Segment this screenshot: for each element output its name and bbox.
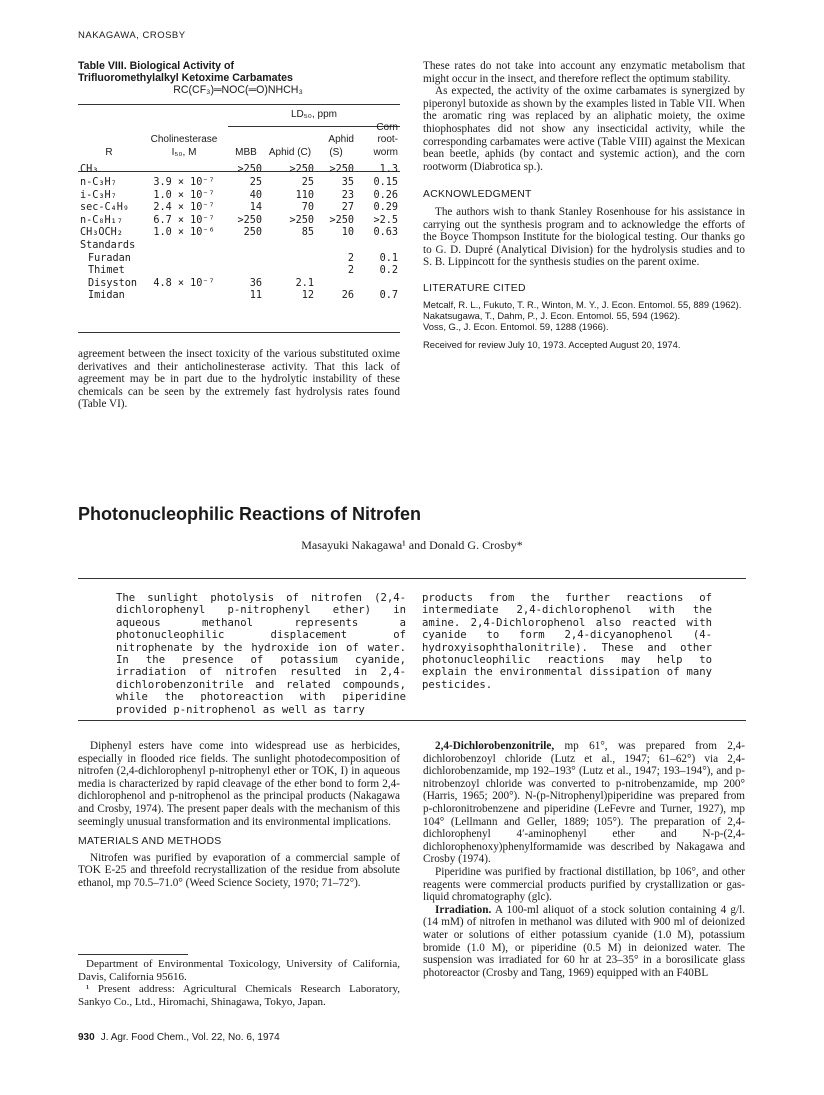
cell-chol: 6.7 × 10⁻⁷ [153, 214, 215, 226]
table-bottom-rule [78, 332, 400, 333]
cell-chol [140, 290, 228, 303]
abstract-left [116, 592, 406, 716]
cell-r: CH₃ [80, 164, 99, 176]
table-row [78, 227, 400, 240]
abstract-right-text: products from the further reactions of intermediate 2,4-dichlorophenol with the amine. 2,4-Dichlorophenol also reacted with cyanide to form 2,4-dicyanophenol (4-hydroxyisophthalonitrile). These and other photonucleophilic reactions may help to explain the environmental dissipation of many pesticides. [422, 592, 712, 691]
cell-aphid-c: 2.1 [295, 277, 314, 289]
article-authors: Masayuki Nakagawa¹ and Donald G. Crosby* [301, 538, 523, 552]
cell-mbb: >250 [237, 214, 262, 226]
biological-activity-table [78, 109, 400, 303]
reference-list [423, 299, 745, 350]
received-note: Received for review July 10, 1973. Accepted August 20, 1974. [423, 338, 681, 350]
aphid-c-header: Aphid (C) [268, 146, 312, 158]
cell-aphid-s: 2 [347, 265, 354, 277]
table-row [78, 177, 400, 190]
cell-aphid-c: >250 [289, 214, 314, 226]
cell-r: i-C₃H₇ [80, 189, 117, 201]
table-title-line1: Table VIII. Biological Activity of [78, 60, 234, 72]
mbb-header: MBB [235, 146, 257, 158]
abstract-left-text: The sunlight photolysis of nitrofen (2,4-dichlorophenyl p-nitrophenyl ether) in aqueous methanol represents a photonucleophilic displacement of nitrophenate by the hydroxide ion of water. In the presence of potassium cyanide, irradiation of nitrofen resulted in 2,4-dichlorobenzonitrile and related compounds, while the photoreaction with piperidine provided p-nitrophenol as well as tarry [116, 592, 406, 716]
cell-corn: 0.1 [379, 252, 398, 264]
cell-mbb: >250 [237, 164, 262, 176]
cell-aphid-c [264, 265, 316, 278]
cell-mbb: 40 [249, 189, 262, 201]
cell-aphid-s: 23 [341, 189, 354, 201]
aphid-s-header-bottom: (S) [329, 146, 343, 158]
body-right-para1 [423, 740, 745, 866]
cell-chol [140, 265, 228, 278]
cell-r: Standards [80, 239, 136, 251]
cell-aphid-c: 70 [301, 202, 314, 214]
cell-mbb [228, 265, 264, 278]
cell-mbb: 250 [243, 227, 262, 239]
cell-aphid-c: 85 [301, 227, 314, 239]
page-number: 930 [78, 1032, 95, 1043]
cell-corn: 0.29 [373, 202, 398, 214]
cell-r: Imidan [88, 290, 125, 302]
table-title [78, 60, 398, 84]
cell-chol [140, 164, 228, 177]
cell-aphid-s: >250 [329, 164, 354, 176]
corn-header-bottom: worm [373, 146, 398, 158]
cell-mbb: 14 [249, 202, 262, 214]
table-row [78, 265, 400, 278]
cell-aphid-c: 110 [295, 189, 314, 201]
running-head: NAKAGAWA, CROSBY [78, 30, 186, 41]
cell-r: Thimet [88, 265, 125, 277]
cell-r: CH₃OCH₂ [80, 227, 123, 239]
cell-chol: 1.0 × 10⁻⁷ [153, 189, 215, 201]
article-title: Photonucleophilic Reactions of Nitrofen [78, 504, 422, 524]
table-title-line2: Trifluoromethylalkyl Ketoxime Carbamates [78, 72, 293, 84]
ack-heading: ACKNOWLEDGMENT [423, 189, 532, 201]
cell-aphid-s: >250 [329, 214, 354, 226]
body-right-para3 [423, 904, 745, 980]
table-row [78, 190, 400, 203]
cell-mbb: 11 [249, 290, 262, 302]
table-row [78, 278, 400, 291]
cell-mbb: 25 [249, 176, 262, 188]
cell-corn: 0.15 [373, 176, 398, 188]
cell-aphid-c [264, 253, 316, 266]
footnotes [78, 958, 400, 1008]
irradiation-heading: Irradiation. [435, 903, 492, 916]
corn-header-top: Corn [376, 121, 398, 133]
cell-chol: 3.9 × 10⁻⁷ [153, 176, 215, 188]
cell-aphid-s: 10 [341, 227, 354, 239]
dcbn-heading: 2,4-Dichlorobenzonitrile, [435, 740, 555, 752]
cell-aphid-s [316, 240, 356, 253]
cell-corn [356, 278, 400, 291]
cell-chol: 4.8 × 10⁻⁷ [153, 277, 215, 289]
ack-text: The authors wish to thank Stanley Rosenhouse for his assistance in carrying out the synthesis program and to acknowledge the efforts of the Boyce Thompson Institute for the biological testing. Our thanks go to G. D. Dupré (Analytical Division) for the hydrolysis studies and to S. B. Lippincott for the synthesis studies on the parent oxime. [423, 205, 745, 269]
footnote-present-address: ¹ Present address: Agricultural Chemicals Research Laboratory, Sankyo Co., Ltd., Hiromachi, Shinagawa, Tokyo, Japan. [78, 983, 400, 1008]
footnote-affiliation: Department of Environmental Toxicology, University of California, Davis, California 95616. [78, 958, 400, 983]
reference-item: Metcalf, R. L., Fukuto, T. R., Winton, M. Y., J. Econ. Entomol. 55, 889 (1962). [423, 298, 742, 310]
body-right-para2: Piperidine was purified by fractional distillation, bp 106°, and other reagents were commercial products purified by crystallization or gas-liquid chromatography (glc). [423, 865, 745, 904]
left-top-paragraph: agreement between the insect toxicity of the various substituted oxime derivatives and their anticholinesterase activity. That this lack of agreement may be in part due to the hydrolytic instability of these chemicals can be seen by the extremely fast hydrolysis rates found (Table VI). [78, 348, 400, 411]
corn-header-mid: root- [377, 134, 398, 146]
chol-header-top: Cholinesterase [150, 134, 218, 146]
footnote-rule [78, 954, 188, 955]
right-para2: As expected, the activity of the oxime carbamates is synergized by piperonyl butoxide as shown by the examples listed in Table VII. When the aromatic ring was replaced by an aliphatic moiety, the oxime thiophosphates did not show any insecticidal activity, while the corresponding carbamates were active (Table VIII) against the Mexican bean beetle, aphids (by contact and systemic action), and the corn rootworm (Diabrotica sp.). [423, 85, 745, 173]
journal-citation: J. Agr. Food Chem., Vol. 22, No. 6, 1974 [100, 1032, 280, 1043]
lit-heading: LITERATURE CITED [423, 282, 526, 294]
methods-heading: MATERIALS AND METHODS [78, 836, 222, 848]
abstract-bottom-rule [78, 720, 746, 721]
cell-r: Disyston [88, 277, 138, 289]
dcbn-text: mp 61°, was prepared from 2,4-dichlorobenzoyl chloride (Lutz et al., 1947; 61–62°) via 2,4-dichlorobenzamide, mp 192–193° (Lutz et al., 1947; 193–194°), and p-nitrobenzoyl chloride was converted to p-nitrobenzamide, mp 200° (Harris, 1965; 200°). N-(p-Nitrophenyl)piperidine was prepared from p-chloronitrobenzene and piperidine (LeFevre and Turner, 1927), mp 104° (Lellmann and Geller, 1889; 105°). The preparation of 2,4-dichlorophenyl 4′-aminophenyl ether and N-p-(2,4-dichlorophenoxy)phenylformamide was described by Nakagawa and Crosby (1974). [423, 740, 745, 866]
table-top-rule [78, 104, 400, 105]
cell-aphid-s: 27 [341, 202, 354, 214]
right-para1: These rates do not take into account any enzymatic metabolism that might occur in the insect, and therefore reflect the optimum stability. [423, 60, 745, 85]
cell-aphid-s: 2 [347, 252, 354, 264]
cell-chol [140, 240, 228, 253]
cell-aphid-c: >250 [289, 164, 314, 176]
reference-item: Voss, G., J. Econ. Entomol. 59, 1288 (1966). [423, 320, 609, 332]
cell-corn: 0.7 [379, 290, 398, 302]
table-row [78, 240, 400, 253]
table-row [78, 215, 400, 228]
cell-corn: 0.26 [373, 189, 398, 201]
cell-r: n-C₃H₇ [80, 176, 117, 188]
table-row [78, 290, 400, 303]
aphid-s-header-top: Aphid [328, 134, 354, 146]
cell-aphid-s: 26 [341, 290, 354, 302]
table-formula: RC(CF₃)═NOC(═O)NHCH₃ [173, 84, 303, 96]
reference-item: Nakatsugawa, T., Dahm, P., J. Econ. Entomol. 55, 594 (1962). [423, 309, 681, 321]
cell-chol [140, 253, 228, 266]
abstract-right [422, 592, 712, 691]
cell-mbb [228, 240, 264, 253]
cell-corn: 1.3 [379, 164, 398, 176]
cell-corn: 0.63 [373, 227, 398, 239]
ld50-header: LD₅₀, ppm [291, 109, 337, 120]
left-top-column [78, 348, 400, 411]
cell-r: Furadan [88, 252, 131, 264]
irradiation-text: A 100-ml aliquot of a stock solution containing 4 g/l. (14 mM) of nitrofen in methanol was diluted with 900 ml of deionized water or solutions of either potassium cyanide (1.0 M), potassium bromide (1.0 M), or piperidine (0.5 M) in deionized water. The suspension was irradiated for 60 hr at 23–35° in a borosilicate glass photoreactor (Crosby and Tang, 1969) equipped with an F40BL [423, 903, 745, 979]
body-left-para2: Nitrofen was purified by evaporation of a commercial sample of TOK E-25 and threefold recrystallization of the residue from absolute ethanol, mp 70.5–71.0° (Weed Science Society, 1970; 71–72°). [78, 851, 400, 889]
page-footer [78, 1032, 280, 1043]
cell-corn: 0.2 [379, 265, 398, 277]
table-row [78, 202, 400, 215]
cell-aphid-s [316, 278, 356, 291]
cell-mbb [228, 253, 264, 266]
cell-aphid-s: 35 [341, 176, 354, 188]
cell-chol: 1.0 × 10⁻⁶ [153, 227, 215, 239]
body-left-column [78, 740, 400, 890]
cell-corn [356, 240, 400, 253]
cell-aphid-c: 25 [301, 176, 314, 188]
cell-r: n-C₈H₁₇ [80, 214, 123, 226]
body-right-column [423, 740, 745, 979]
abstract-top-rule [78, 578, 746, 579]
cell-mbb: 36 [249, 277, 262, 289]
cell-aphid-c: 12 [301, 290, 314, 302]
body-left-para1: Diphenyl esters have come into widespread use as herbicides, especially in flooded rice fields. The sunlight photodecomposition of nitrofen (2,4-dichlorophenyl p-nitrophenyl ether or TOK, I) in aqueous media is characterized by rapid cleavage of the ether bond to form 2,4-dichlorophenol and p-nitrophenol as the principal products (Nakagawa and Crosby, 1974). The present paper deals with the mechanism of this seemingly unusual transformation and its environmental implications. [78, 740, 400, 828]
chol-header-bottom: I₅₀, M [171, 146, 197, 158]
table-row [78, 164, 400, 177]
cell-chol: 2.4 × 10⁻⁷ [153, 202, 215, 214]
cell-r: sec-C₄H₉ [80, 202, 130, 214]
cell-aphid-c [264, 240, 316, 253]
r-header: R [105, 146, 113, 158]
right-top-column [423, 60, 745, 350]
cell-corn: >2.5 [373, 214, 398, 226]
table-row [78, 253, 400, 266]
